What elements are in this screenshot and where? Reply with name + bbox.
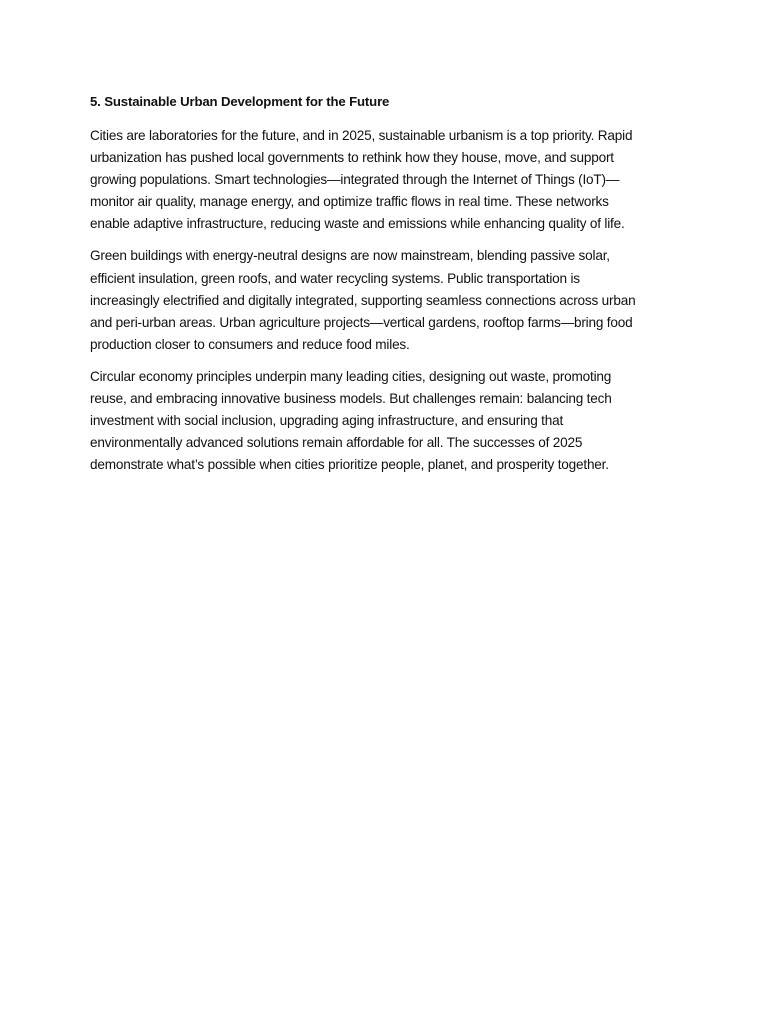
paragraph-line: environmentally advanced solutions remain affordable for all. The successes of 2025	[90, 435, 583, 451]
paragraph-line: investment with social inclusion, upgrading aging infrastructure, and ensuring that	[90, 413, 564, 429]
paragraph-line: reuse, and embracing innovative business models. But challenges remain: balancing tech	[90, 391, 612, 407]
paragraph-line: and peri-urban areas. Urban agriculture projects—vertical gardens, rooftop farms—bring food	[90, 314, 633, 330]
paragraph-line: efficient insulation, green roofs, and water recycling systems. Public transportation is	[90, 270, 580, 286]
paragraph-line: increasingly electrified and digitally integrated, supporting seamless connections across urban	[90, 292, 636, 308]
paragraph-line: enable adaptive infrastructure, reducing waste and emissions while enhancing quality of life.	[90, 216, 625, 232]
paragraph-line: Circular economy principles underpin many leading cities, designing out waste, promoting	[90, 368, 612, 384]
paragraph-1	[90, 125, 680, 235]
paragraph-line: Green buildings with energy-neutral designs are now mainstream, blending passive solar,	[90, 248, 610, 264]
document-body	[90, 93, 680, 486]
paragraph-line: Cities are laboratories for the future, and in 2025, sustainable urbanism is a top priority. Rapid	[90, 128, 633, 143]
paragraph-line: demonstrate what’s possible when cities prioritize people, planet, and prosperity together.	[90, 457, 609, 473]
section-heading: 5. Sustainable Urban Development for the Future	[90, 94, 390, 109]
paragraph-line: production closer to consumers and reduce food miles.	[90, 336, 410, 352]
paragraph-line: urbanization has pushed local governments to rethink how they house, move, and support	[90, 150, 614, 166]
paragraph-line: growing populations. Smart technologies—integrated through the Internet of Things (IoT)—	[90, 172, 620, 188]
paragraph-line: monitor air quality, manage energy, and optimize traffic flows in real time. These networks	[90, 194, 609, 210]
paragraph-2	[90, 245, 680, 355]
paragraph-3	[90, 366, 680, 476]
